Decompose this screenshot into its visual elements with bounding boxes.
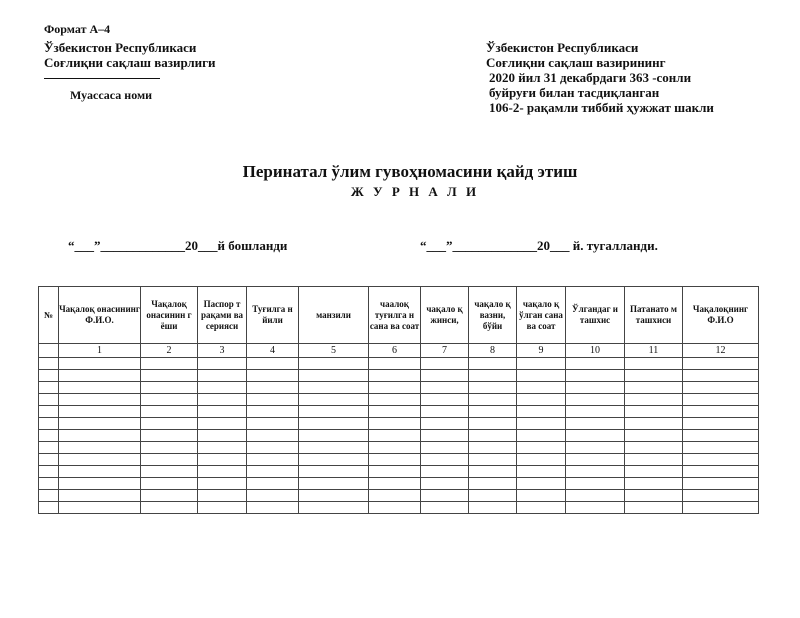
table-row [39,406,759,418]
right-header [486,40,714,115]
col-header: Патанато м ташхиси [625,287,683,344]
table-cell [566,430,625,442]
table-cell [39,370,59,382]
table-cell [566,442,625,454]
column-number: 6 [369,344,421,358]
table-cell [198,406,247,418]
table-cell [39,406,59,418]
table-cell [421,490,469,502]
col-header: № [39,287,59,344]
table-cell [421,370,469,382]
table-cell [59,358,141,370]
table-cell [421,418,469,430]
col-header: манзили [299,287,369,344]
table-cell [566,370,625,382]
column-number: 5 [299,344,369,358]
table-cell [299,466,369,478]
table-cell [247,370,299,382]
table-cell [625,430,683,442]
table-cell [198,430,247,442]
table-row [39,454,759,466]
table-cell [59,430,141,442]
table-row [39,502,759,514]
table-cell [369,370,421,382]
table-cell [683,394,759,406]
right-header-line3: 2020 йил 31 декабрдаги 363 -сонли [489,70,692,85]
table-cell [517,406,566,418]
table-cell [566,358,625,370]
table-cell [141,490,198,502]
table-cell [141,454,198,466]
table-cell [369,382,421,394]
table-cell [39,454,59,466]
table-cell [247,454,299,466]
table-cell [566,490,625,502]
table-cell [469,418,517,430]
col-header: Ўлгандаг и ташхис [566,287,625,344]
left-header [44,40,216,70]
table-cell [469,454,517,466]
institution-name-line [44,78,160,79]
right-header-line5: 106-2- рақамли тиббий ҳужжат шакли [489,100,714,115]
table-cell [141,370,198,382]
table-cell [369,394,421,406]
table-cell [141,394,198,406]
end-date-line: “___”_____________20___ й. тугалланди. [420,238,658,253]
table-row [39,394,759,406]
table-cell [369,466,421,478]
table-cell [299,454,369,466]
table-cell [566,478,625,490]
table-cell [517,502,566,514]
table-row [39,358,759,370]
table-cell [299,430,369,442]
table-cell [566,394,625,406]
table-cell [625,490,683,502]
table-cell [39,430,59,442]
table-cell [141,466,198,478]
col-header: Паспор т рақами ва серияси [198,287,247,344]
table-cell [625,502,683,514]
table-row [39,382,759,394]
start-date-line: “___”_____________20___й бошланди [68,238,288,253]
table-cell [198,382,247,394]
column-number: 4 [247,344,299,358]
table-cell [141,358,198,370]
table-cell [625,358,683,370]
table-cell [625,394,683,406]
column-number: 2 [141,344,198,358]
table-cell [247,430,299,442]
table-cell [517,466,566,478]
table-cell [517,370,566,382]
table-cell [299,418,369,430]
table-cell [566,466,625,478]
table-row [39,442,759,454]
table-cell [299,490,369,502]
table-cell [141,418,198,430]
table-cell [198,466,247,478]
table-cell [39,490,59,502]
table-row [39,418,759,430]
table-cell [469,394,517,406]
table-cell [421,466,469,478]
table-cell [141,442,198,454]
table-cell [469,502,517,514]
table-cell [517,418,566,430]
table-cell [198,502,247,514]
table-cell [299,358,369,370]
table-cell [39,418,59,430]
column-number: 11 [625,344,683,358]
table-cell [39,466,59,478]
table-cell [247,502,299,514]
table-cell [369,406,421,418]
table-cell [59,490,141,502]
table-cell [421,382,469,394]
journal-table [38,286,759,514]
table-cell [683,502,759,514]
table-cell [625,466,683,478]
col-header: чаалоқ туғилга н сана ва соат [369,287,421,344]
table-cell [247,394,299,406]
table-cell [198,454,247,466]
table-cell [683,370,759,382]
table-cell [625,442,683,454]
table-cell [299,406,369,418]
table-cell [299,370,369,382]
table-cell [59,502,141,514]
table-cell [59,466,141,478]
table-cell [625,406,683,418]
table-cell [469,466,517,478]
col-header: Туғилга н йили [247,287,299,344]
table-cell [421,442,469,454]
table-cell [421,430,469,442]
table-cell [39,478,59,490]
table-cell [59,370,141,382]
table-cell [566,502,625,514]
table-row [39,466,759,478]
table-cell [59,454,141,466]
table-cell [517,382,566,394]
table-cell [369,502,421,514]
table-cell [421,502,469,514]
header-row [39,287,759,344]
table-cell [59,406,141,418]
col-header: Чақалоқ онасининг Ф.И.О. [59,287,141,344]
table-cell [247,478,299,490]
table-cell [683,430,759,442]
table-cell [369,418,421,430]
col-header: чақало қ вазни, бўйи [469,287,517,344]
col-header: чақало қ ўлган сана ва соат [517,287,566,344]
table-cell [39,442,59,454]
col-header: Чақалоқ онасинин г ёши [141,287,198,344]
page-title: Перинатал ўлим гувоҳномасини қайд этиш [242,162,578,181]
table-cell [59,394,141,406]
table-cell [517,454,566,466]
table-cell [198,478,247,490]
column-number: 10 [566,344,625,358]
table-cell [625,370,683,382]
table-cell [469,490,517,502]
table-cell [625,478,683,490]
table-cell [39,358,59,370]
table-cell [421,406,469,418]
right-header-line2: Соғлиқни сақлаш вазирининг [486,55,666,70]
table-cell [625,418,683,430]
table-cell [683,466,759,478]
left-header-line2: Соғлиқни сақлаш вазирлиги [44,55,216,70]
table-cell [469,442,517,454]
table-row [39,490,759,502]
table-cell [369,454,421,466]
table-cell [141,478,198,490]
table-cell [517,478,566,490]
table-cell [247,442,299,454]
column-number: 3 [198,344,247,358]
table-cell [247,418,299,430]
table-cell [369,478,421,490]
table-cell [299,382,369,394]
table-cell [198,358,247,370]
table-cell [59,418,141,430]
table-cell [39,394,59,406]
column-number: 8 [469,344,517,358]
table-cell [299,478,369,490]
column-number: 1 [59,344,141,358]
table-cell [517,358,566,370]
table-cell [421,478,469,490]
table-cell [421,358,469,370]
institution-label: Муассаса номи [70,88,153,102]
table-cell [566,454,625,466]
table-cell [39,502,59,514]
table-cell [299,502,369,514]
table-cell [683,490,759,502]
table-cell [683,454,759,466]
table-cell [198,490,247,502]
table-cell [683,442,759,454]
table-cell [198,418,247,430]
table-cell [369,430,421,442]
table-cell [141,406,198,418]
table-cell [421,454,469,466]
table-cell [247,490,299,502]
table-cell [517,490,566,502]
table-cell [683,406,759,418]
table-cell [566,406,625,418]
table-cell [625,454,683,466]
table-cell [469,478,517,490]
table-cell [369,490,421,502]
table-cell [198,394,247,406]
table-cell [566,382,625,394]
table-cell [683,478,759,490]
table-cell [683,382,759,394]
table-cell [247,466,299,478]
table-cell [141,382,198,394]
table-cell [517,430,566,442]
table-cell [566,418,625,430]
table-row [39,430,759,442]
table-cell [683,418,759,430]
table-cell [59,382,141,394]
table-cell [421,394,469,406]
table-row [39,370,759,382]
table-cell [469,358,517,370]
column-number: 9 [517,344,566,358]
table-cell [625,382,683,394]
table-cell [141,502,198,514]
table-cell [517,442,566,454]
column-number-row [39,344,759,358]
table-cell [469,406,517,418]
table-cell [469,430,517,442]
right-header-line1: Ўзбекистон Республикаси [486,40,639,55]
table-cell [369,358,421,370]
table-cell [299,442,369,454]
page-subtitle: Ж У Р Н А Л И [350,184,480,199]
table-cell [469,382,517,394]
table-cell [198,442,247,454]
left-header-line1: Ўзбекистон Республикаси [44,40,197,55]
col-header: чақало қ жинси, [421,287,469,344]
table-cell [247,382,299,394]
table-cell [299,394,369,406]
table-cell [469,370,517,382]
column-number [39,344,59,358]
table-cell [39,382,59,394]
col-header: Чақалоқнинг Ф.И.О [683,287,759,344]
table-row [39,478,759,490]
column-number: 7 [421,344,469,358]
table-cell [683,358,759,370]
column-number: 12 [683,344,759,358]
right-header-line4: буйруғи билан тасдиқланган [489,85,660,100]
table-cell [59,442,141,454]
table-cell [517,394,566,406]
format-label: Формат А–4 [44,22,111,36]
table-cell [369,442,421,454]
table-cell [247,358,299,370]
table-cell [247,406,299,418]
table-cell [198,370,247,382]
table-cell [59,478,141,490]
table-cell [141,430,198,442]
journal-body [39,358,759,514]
